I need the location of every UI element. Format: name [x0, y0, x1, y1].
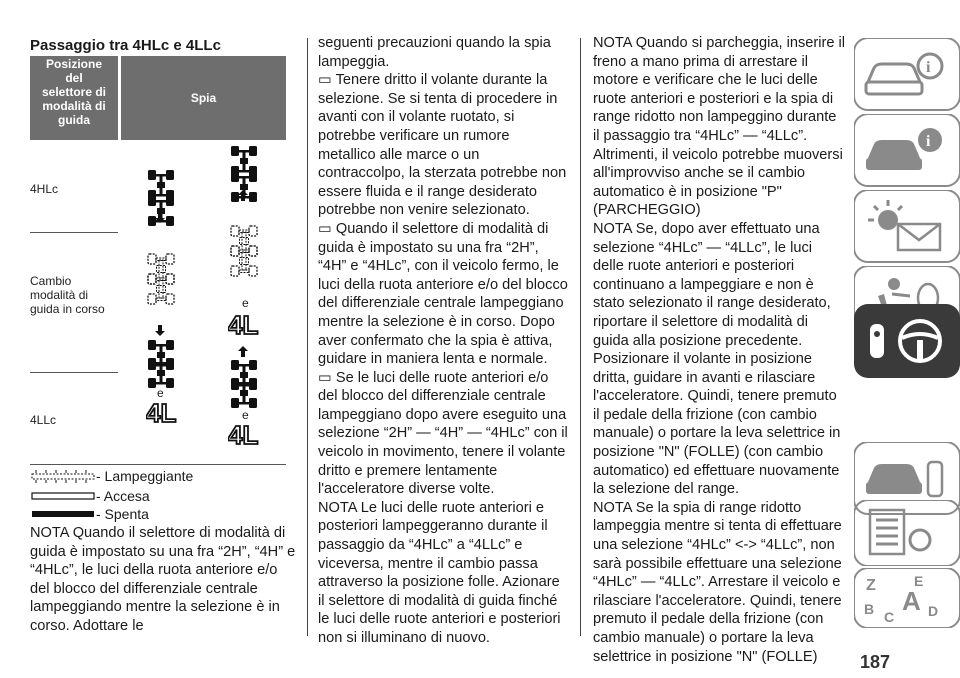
arrow-up-icon [238, 190, 250, 204]
center-diff-on-icon [229, 360, 259, 408]
row-label-changing: Cambio modalità di guida in corso [30, 274, 105, 316]
blinking-swatch-icon [30, 469, 96, 483]
svg-text:i: i [926, 133, 931, 150]
row-divider [30, 372, 118, 373]
header-position [30, 56, 118, 140]
svg-text:A: A [902, 586, 921, 616]
header-spia: Spia [121, 56, 286, 140]
header-position-line: guida [58, 113, 90, 127]
bullet-icon: ▭ [318, 220, 336, 237]
svg-text:Z: Z [866, 577, 876, 594]
row-label-4llc: 4LLc [30, 413, 57, 427]
legend-on-text: - Accesa [96, 488, 150, 504]
note-paragraph: NOTA Quando si parcheggia, inserire il freno a mano prima di arrestare il motore e verificare che le luci delle ruote anteriori e posteriori e la spia di range ridotto non lampeggino durante il passaggio tra “4HLc” — “4LLc”. Altrimenti, il veicolo potrebbe muoversi all'improvviso anche se il cambio automatico è in posizione "P" (PARCHEGGIO) [593, 35, 845, 219]
car-info-badge-icon[interactable] [854, 114, 960, 190]
and-label: e [242, 408, 249, 422]
index-letters-icon[interactable] [854, 568, 960, 628]
row-label-4hlc: 4HLc [30, 182, 59, 196]
arrow-down-icon [155, 325, 167, 339]
bullet-paragraph [318, 220, 570, 369]
table-bottom-rule [30, 464, 286, 465]
svg-text:i: i [926, 59, 931, 76]
front-axle-on-icon [146, 340, 176, 388]
header-position-line: selettore di [41, 85, 107, 99]
page-number: 187 [860, 652, 891, 672]
legend-on [30, 488, 150, 504]
bullet-paragraph [318, 71, 570, 220]
note-paragraph: NOTA Se, dopo aver effettuato una selezione “4HLc” — “4LLc”, le luci delle ruote anteriori e posteriori continuano a lampeggiare e non è stato selezionato il range desiderato, riportare il selettore di modalità di guida alla posizione precedente. Posizionare il volante in posizione dritta, guidare in avanti e rilasciare l'acceleratore. Quindi, tenere premuto il pedale della frizione (con cambio manuale) o portare la leva selettrice in posizione "N" (FOLLE) (con cambio automatico) ed effettuare nuovamente la selezione del range. [593, 220, 841, 498]
svg-text:E: E [914, 573, 924, 589]
svg-text:B: B [864, 601, 875, 617]
on-swatch-icon [30, 491, 96, 501]
legend-off [30, 506, 149, 522]
low-range-on-icon [228, 422, 268, 452]
bullet-icon: ▭ [318, 72, 336, 89]
bullet-text: Se le luci delle ruote anteriori e/o del blocco del differenziale centrale lampeggiano dopo avere eseguito una selezione “2H” — “4H” — “4HLc” con il veicolo in movimento, tenere il volante dritto e premere lentamente l'acceleratore diverse volte. [318, 369, 568, 498]
svg-text:C: C [884, 609, 895, 625]
row-divider [30, 232, 118, 233]
col3-text [593, 34, 845, 666]
col2-text [318, 34, 570, 648]
col1-note [30, 524, 298, 636]
bullet-text: Quando il selettore di modalità di guida è impostato su una fra “2H”, “4H” e “4HLc”, con il veicolo fermo, le luci della ruota anteriore e/o del blocco del differenziale centrale lampeggiano mentre la selezione è in corso. Dopo aver confermato che la spia è attiva, guidare in maniera lenta e normale. [318, 220, 568, 368]
key-steering-icon[interactable] [854, 304, 960, 378]
bullet-paragraph [318, 369, 570, 499]
checklist-icon[interactable] [854, 500, 960, 566]
table-header [30, 56, 286, 140]
section-title: Passaggio tra 4HLc e 4LLc [30, 37, 221, 54]
note-paragraph: NOTA Le luci delle ruote anteriori e posteriori lampeggeranno durante il passaggio da “4HLc” a “4LLc” e viceversa, mentre il cambio passa attraverso la posizione folle. Azionare il selettore di modalità di guida finché le luci delle ruote anteriori e posteriori non si illuminano di nuovo. [318, 499, 561, 646]
center-diff-blink-icon [225, 224, 263, 278]
and-label: e [242, 296, 249, 310]
column-divider [580, 38, 581, 636]
off-swatch-icon [30, 509, 96, 519]
svg-text:D: D [928, 603, 939, 619]
header-position-line: modalità di [42, 99, 106, 113]
and-label: e [157, 386, 164, 400]
low-range-on-icon [228, 312, 268, 342]
front-axle-blink-icon [142, 252, 180, 306]
header-position-line: del [65, 71, 83, 85]
legend-blinking-text: - Lampeggiante [96, 468, 194, 484]
legend-blinking [30, 468, 193, 484]
note-paragraph: NOTA Se la spia di range ridotto lampeggia mentre si tenta di effettuare una selezione “4HLc” <-> “4LLc”, non sarà possibile effettuare una selezione “4HLc” — “4LLc”. Arrestare il veicolo e rilasciare l'acceleratore. Quindi, tenere premuto il pedale della frizione (con cambio manuale) o portare la leva selettrice in posizione "N" (FOLLE) [593, 499, 842, 665]
low-range-on-icon [146, 400, 186, 430]
arrow-up-icon [238, 346, 250, 360]
note-paragraph: NOTA Quando il selettore di modalità di guida è impostato su una fra “2H”, “4H” e “4HLc”, le luci della ruota anteriore e/o del blocco del differenziale centrale lampeggiando mentre la selezione è in corso. Adottare le [30, 525, 296, 634]
car-info-icon[interactable] [854, 38, 960, 114]
arrow-down-icon [155, 212, 167, 226]
legend-off-text: - Spenta [96, 506, 149, 522]
intro-paragraph: seguenti precauzioni quando la spia lampeggia. [318, 35, 551, 70]
bullet-icon: ▭ [318, 369, 336, 386]
warning-lights-icon[interactable] [854, 190, 960, 266]
bullet-text: Tenere dritto il volante durante la selezione. Se si tenta di procedere in avanti con il volante ruotato, si potrebbe verificare un rumore metallico alle marce o un contraccolpo, la sterzata potrebbe non essere fluida e il range desiderato potrebbe non venire selezionato. [318, 72, 567, 219]
column-divider [307, 38, 308, 636]
header-position-line: Posizione [45, 57, 102, 71]
